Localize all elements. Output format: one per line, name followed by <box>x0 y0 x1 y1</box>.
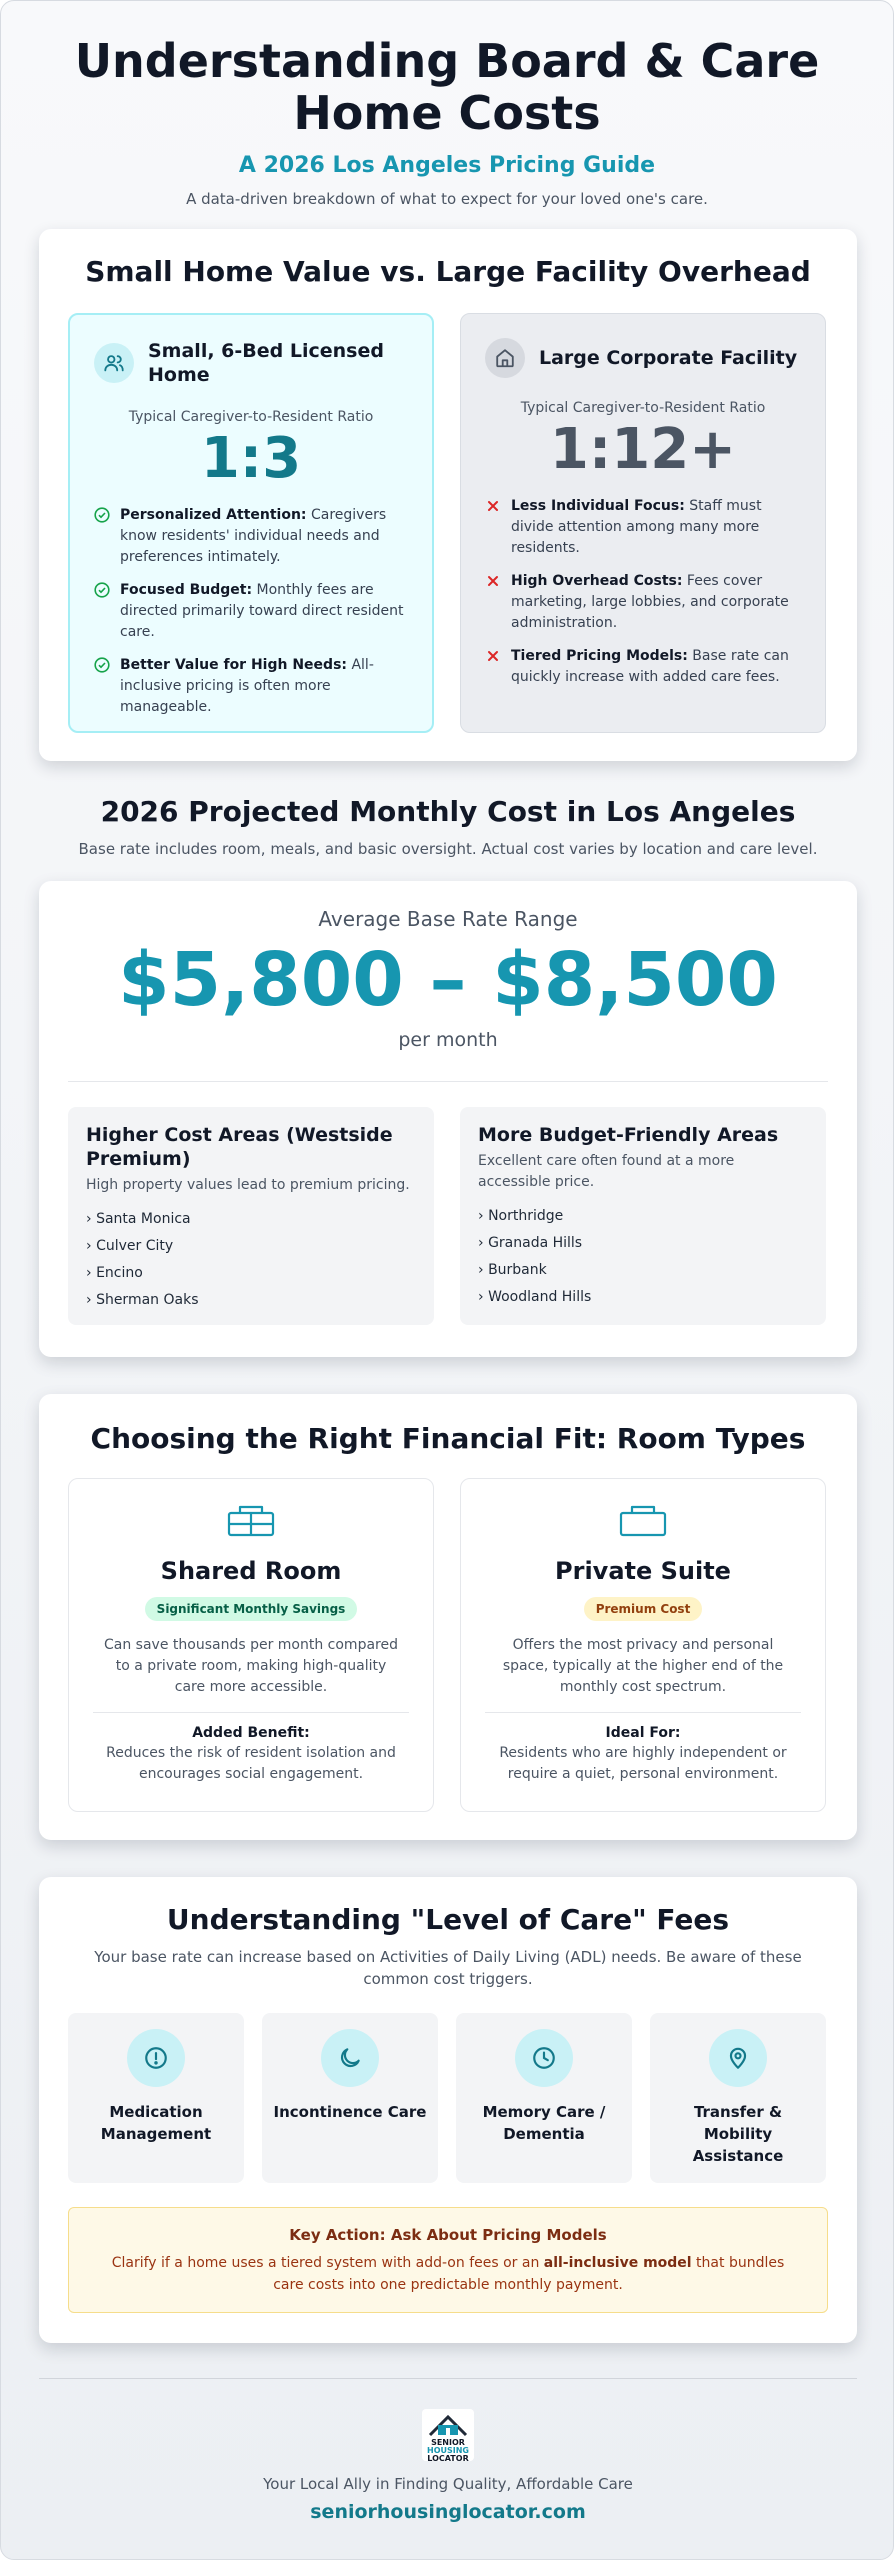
location-pin-icon <box>709 2029 767 2087</box>
higher-cost-areas <box>68 1107 434 1325</box>
point-text: Base rate can quickly increase with added care fees. <box>511 648 789 685</box>
page-intro: A data-driven breakdown of what to expect for your loved one's care. <box>186 190 708 208</box>
fee-label: Medication Management <box>100 2103 212 2143</box>
cost-card <box>39 881 857 1357</box>
large-ratio-value: 1:12+ <box>549 417 737 482</box>
large-point <box>485 571 801 634</box>
room-heading: Private Suite <box>555 1557 731 1585</box>
budget-friendly-areas <box>460 1107 826 1325</box>
area-description: High property values lead to premium pricing. <box>86 1177 410 1193</box>
fee-label: Memory Care / Dementia <box>482 2103 606 2143</box>
large-point <box>485 646 801 688</box>
x-icon <box>485 498 501 559</box>
large-facility-heading: Large Corporate Facility <box>539 347 798 369</box>
shared-room-card <box>68 1478 434 1812</box>
area-item: › Burbank <box>478 1262 547 1278</box>
room-description: Can save thousands per month compared to a private room, making high-quality care more accessible. <box>104 1637 398 1695</box>
key-text-emphasis: all-inclusive model <box>543 2255 692 2271</box>
small-home-heading: Small, 6-Bed Licensed Home <box>148 340 384 386</box>
divider <box>93 1712 409 1713</box>
small-ratio-value: 1:3 <box>200 426 302 491</box>
area-item: › Culver City <box>86 1238 174 1254</box>
large-ratio-label: Typical Caregiver-to-Resident Ratio <box>520 400 766 416</box>
page-title: Understanding Board & Care Home Costs <box>74 34 820 140</box>
users-icon <box>94 343 134 383</box>
room-heading: Shared Room <box>160 1557 342 1585</box>
check-circle-icon <box>94 507 110 568</box>
room-types-title: Choosing the Right Financial Fit: Room Types <box>90 1422 806 1455</box>
senior-housing-locator-logo <box>422 2409 474 2461</box>
x-icon <box>485 573 501 634</box>
comparison-title: Small Home Value vs. Large Facility Overhead <box>85 255 811 288</box>
area-item-label: Burbank <box>488 1262 547 1278</box>
fee-label: Incontinence Care <box>273 2103 427 2121</box>
area-item: › Sherman Oaks <box>86 1292 199 1308</box>
area-item-label: Granada Hills <box>488 1235 583 1251</box>
area-item-label: Sherman Oaks <box>96 1292 199 1308</box>
small-point <box>94 505 408 568</box>
cost-title: 2026 Projected Monthly Cost in Los Angeles <box>100 795 796 828</box>
area-item: › Santa Monica <box>86 1211 191 1227</box>
check-circle-icon <box>94 582 110 643</box>
large-point <box>485 496 801 559</box>
clock-icon <box>515 2029 573 2087</box>
divider <box>485 1712 801 1713</box>
area-item-label: Northridge <box>488 1208 564 1224</box>
key-action-text <box>98 2252 798 2296</box>
area-item-label: Santa Monica <box>96 1211 191 1227</box>
fee-medication <box>68 2013 244 2183</box>
large-facility-panel <box>460 313 826 733</box>
area-item: › Encino <box>86 1265 143 1281</box>
area-item-label: Culver City <box>96 1238 174 1254</box>
building-icon <box>485 338 525 378</box>
area-item-label: Encino <box>96 1265 143 1281</box>
price-period: per month <box>398 1029 498 1051</box>
room-types-card <box>39 1394 857 1840</box>
point-label: High Overhead Costs: <box>511 573 683 589</box>
footer-divider <box>39 2378 857 2379</box>
x-icon <box>485 648 501 688</box>
point-label: Focused Budget: <box>120 582 253 598</box>
room-extra-title: Added Benefit: <box>192 1725 310 1741</box>
fee-memory-care <box>456 2013 632 2183</box>
price-range: $5,800 – $8,500 <box>118 937 778 1023</box>
key-action-title: Key Action: Ask About Pricing Models <box>289 2226 607 2244</box>
cost-section-header <box>1 795 894 858</box>
footer-tagline: Your Local Ally in Finding Quality, Affordable Care <box>263 2475 633 2493</box>
fee-label: Transfer & Mobility Assistance <box>692 2103 784 2165</box>
premium-badge: Premium Cost <box>584 1597 703 1621</box>
room-description: Offers the most privacy and personal space, typically at the higher end of the monthly cost spectrum. <box>502 1637 784 1695</box>
private-suite-card <box>460 1478 826 1812</box>
area-heading: More Budget-Friendly Areas <box>478 1124 779 1146</box>
small-point <box>94 655 408 718</box>
logo-text: SENIOR <box>431 2438 465 2447</box>
area-item: › Northridge <box>478 1208 564 1224</box>
twin-bed-icon <box>226 1524 276 1543</box>
level-of-care-card <box>39 1877 857 2343</box>
key-text-part: Clarify if a home uses a tiered system with add-on fees or an <box>111 2255 544 2271</box>
savings-badge: Significant Monthly Savings <box>145 1597 358 1621</box>
range-label: Average Base Rate Range <box>318 907 578 931</box>
pill-icon <box>127 2029 185 2087</box>
key-action-box <box>68 2207 828 2313</box>
area-item-label: Woodland Hills <box>488 1289 592 1305</box>
logo-text: LOCATOR <box>427 2454 469 2463</box>
fee-transfer-mobility <box>650 2013 826 2183</box>
area-description: Excellent care often found at a more accessible price. <box>478 1153 735 1190</box>
point-text: Staff must divide attention among many more residents. <box>511 498 762 556</box>
check-circle-icon <box>94 657 110 718</box>
logo-text: HOUSING <box>427 2446 469 2455</box>
small-home-panel <box>68 313 434 733</box>
point-text: Monthly fees are directed primarily toward direct resident care. <box>120 582 404 640</box>
divider <box>68 1081 828 1082</box>
cost-subtitle: Base rate includes room, meals, and basic oversight. Actual cost varies by location and care level. <box>78 840 818 858</box>
room-extra-text: Reduces the risk of resident isolation and encourages social engagement. <box>106 1745 396 1782</box>
care-title: Understanding "Level of Care" Fees <box>166 1903 730 1936</box>
area-item: › Granada Hills <box>478 1235 583 1251</box>
fee-incontinence <box>262 2013 438 2183</box>
page-subtitle: A 2026 Los Angeles Pricing Guide <box>238 153 656 178</box>
point-text: All-inclusive pricing is often more manageable. <box>120 657 374 715</box>
point-text: Caregivers know residents' individual needs and preferences intimately. <box>120 507 387 565</box>
point-text: Fees cover marketing, large lobbies, and corporate administration. <box>511 573 789 631</box>
room-extra-title: Ideal For: <box>605 1725 681 1741</box>
point-label: Less Individual Focus: <box>511 498 685 514</box>
room-extra-text: Residents who are highly independent or require a quiet, personal environment. <box>499 1745 787 1782</box>
small-point <box>94 580 408 643</box>
area-item: › Woodland Hills <box>478 1289 592 1305</box>
point-label: Personalized Attention: <box>120 507 307 523</box>
point-label: Better Value for High Needs: <box>120 657 348 673</box>
point-label: Tiered Pricing Models: <box>511 648 688 664</box>
single-bed-icon <box>618 1524 668 1543</box>
area-heading: Higher Cost Areas (Westside Premium) <box>86 1124 393 1170</box>
care-subtitle: Your base rate can increase based on Activities of Daily Living (ADL) needs. Be aware of these common cost triggers. <box>94 1948 802 1988</box>
hero-header <box>1 1 893 208</box>
small-ratio-label: Typical Caregiver-to-Resident Ratio <box>128 409 374 425</box>
key-text-part: that bundles care costs into one predictable monthly payment. <box>273 2255 785 2293</box>
comparison-card <box>39 229 857 761</box>
website-link[interactable]: seniorhousinglocator.com <box>310 2501 586 2523</box>
moon-icon <box>321 2029 379 2087</box>
